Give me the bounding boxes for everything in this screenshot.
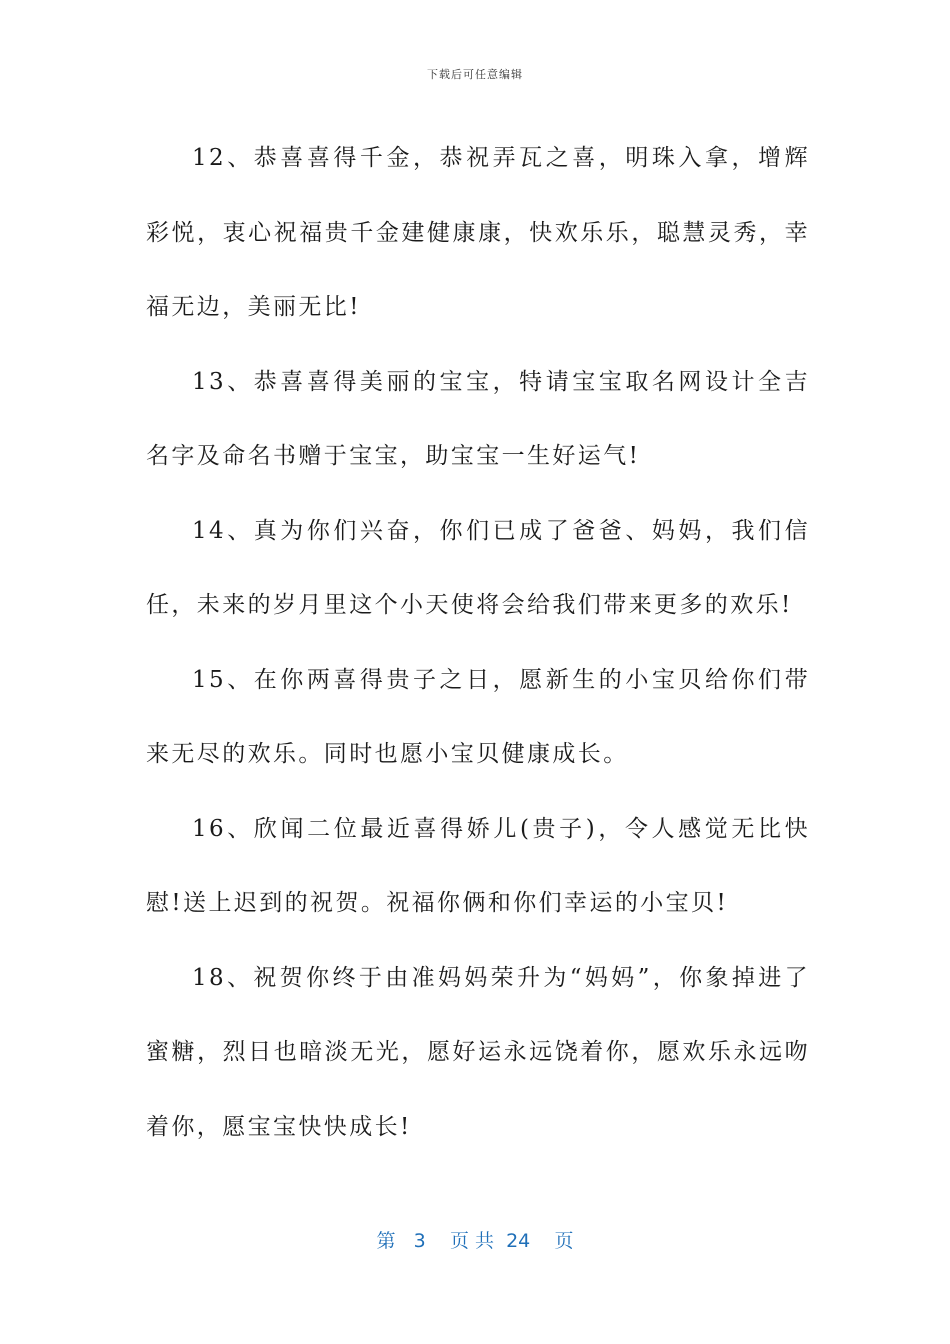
paragraph-18: 18、祝贺你终于由准妈妈荣升为“妈妈”，你象掉进了蜜糖，烈日也暗淡无光，愿好运永远饶着你，愿欢乐永远吻着你，愿宝宝快快成长! [146,964,810,1140]
footer-label-of: 页 共 [449,1230,494,1252]
paragraph-13: 13、恭喜喜得美丽的宝宝，特请宝宝取名网设计全吉名字及命名书赠于宝宝，助宝宝一生好运气! [146,368,810,469]
header-note: 下载后可任意编辑 [427,68,523,81]
footer-current-page: 3 [413,1230,426,1252]
paragraph-14: 14、真为你们兴奋，你们已成了爸爸、妈妈，我们信任，未来的岁月里这个小天使将会给我们带来更多的欢乐! [146,517,810,618]
footer-total-pages: 24 [506,1230,531,1252]
paragraph-15: 15、在你两喜得贵子之日，愿新生的小宝贝给你们带来无尽的欢乐。同时也愿小宝贝健康成长。 [146,666,810,767]
paragraph-12: 12、恭喜喜得千金，恭祝弄瓦之喜，明珠入拿，增辉彩悦，衷心祝福贵千金建健康康，快欢乐乐，聪慧灵秀，幸福无边，美丽无比! [146,145,810,320]
footer-label-end: 页 [554,1230,574,1252]
page-number-footer [0,1226,950,1253]
footer-label-page: 第 [376,1230,396,1252]
document-body [146,121,810,1164]
paragraph-16: 16、欣闻二位最近喜得娇儿(贵子)，令人感觉无比快慰!送上迟到的祝贺。祝福你俩和你们幸运的小宝贝! [146,815,810,916]
